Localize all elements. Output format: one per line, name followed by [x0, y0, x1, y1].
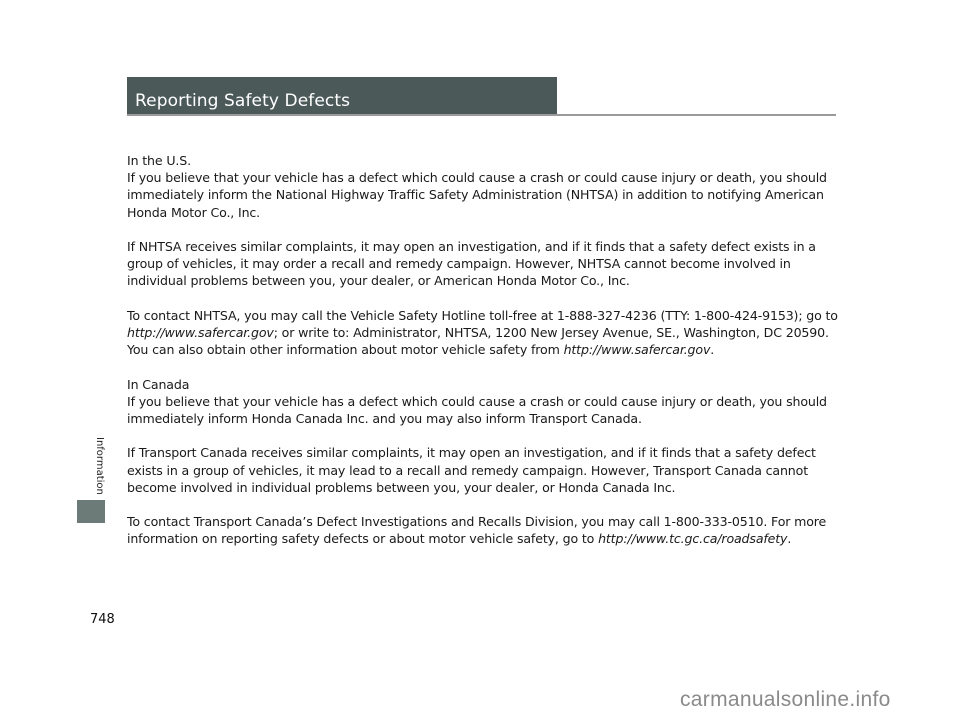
us-subheading: In the U.S. — [127, 153, 191, 168]
section-heading-bar — [127, 77, 557, 115]
canada-section — [127, 376, 839, 428]
section-tab-label — [92, 437, 105, 497]
safercar-link[interactable]: http://www.safercar.gov — [127, 325, 274, 340]
section-tab-text: Information — [94, 437, 105, 495]
us-contact-text-1: To contact NHTSA, you may call the Vehicle Safety Hotline toll-free at 1-888-327-4236 (TTY: 1-800-424-9153); go to — [127, 307, 838, 323]
canada-contact-text-2: . — [787, 531, 792, 547]
us-paragraph-3 — [127, 307, 839, 359]
heading-divider — [127, 114, 836, 116]
tc-roadsafety-link[interactable]: http://www.tc.gc.ca/roadsafety — [598, 531, 788, 547]
canada-subheading: In Canada — [127, 376, 190, 392]
section-tab-marker — [77, 500, 105, 523]
safercar-link-2[interactable]: http://www.safercar.gov — [563, 342, 711, 358]
canada-paragraph-2: If Transport Canada receives similar complaints, it may open an investigation, and if it finds that a safety defect exists in a group of vehicles, it may lead to a recall and remedy campaign. However, Transport Canada cannot become involved in individual problems between you, your dealer, or Honda Canada Inc. — [127, 445, 816, 495]
document-body — [127, 152, 839, 565]
us-contact-text-3: . — [710, 342, 715, 358]
us-paragraph-1: If you believe that your vehicle has a defect which could cause a crash or could cause injury or death, you should immediately inform the National Highway Traffic Safety Administration (NHTSA) in addition to notifying American Honda Motor Co., Inc. — [127, 170, 827, 220]
us-contact-text-2: ; or write to: Administrator, NHTSA, 1200 New Jersey Avenue, SE., Washington, DC 20590. You can also obtain other information about motor vehicle safety from — [127, 325, 829, 358]
canada-paragraph-1: If you believe that your vehicle has a defect which could cause a crash or could cause injury or death, you should immediately inform Honda Canada Inc. and you may also inform Transport Canada. — [127, 393, 827, 426]
canada-contact-text-1: To contact Transport Canada’s Defect Investigations and Recalls Division, you may call 1-800-333-0510. For more information on reporting safety defects or about motor vehicle safety, go to — [127, 514, 827, 547]
watermark: carmanualsonline.info — [680, 688, 891, 711]
canada-paragraph-3 — [127, 513, 839, 547]
us-section — [127, 152, 839, 221]
us-paragraph-2: If NHTSA receives similar complaints, it may open an investigation, and if it finds that a safety defect exists in a group of vehicles, it may order a recall and remedy campaign. However, NHTSA cannot become involved in individual problems between you, your dealer, or American Honda Motor Co., Inc. — [127, 239, 816, 289]
page-number: 748 — [90, 612, 115, 627]
page-title: Reporting Safety Defects — [135, 91, 351, 111]
